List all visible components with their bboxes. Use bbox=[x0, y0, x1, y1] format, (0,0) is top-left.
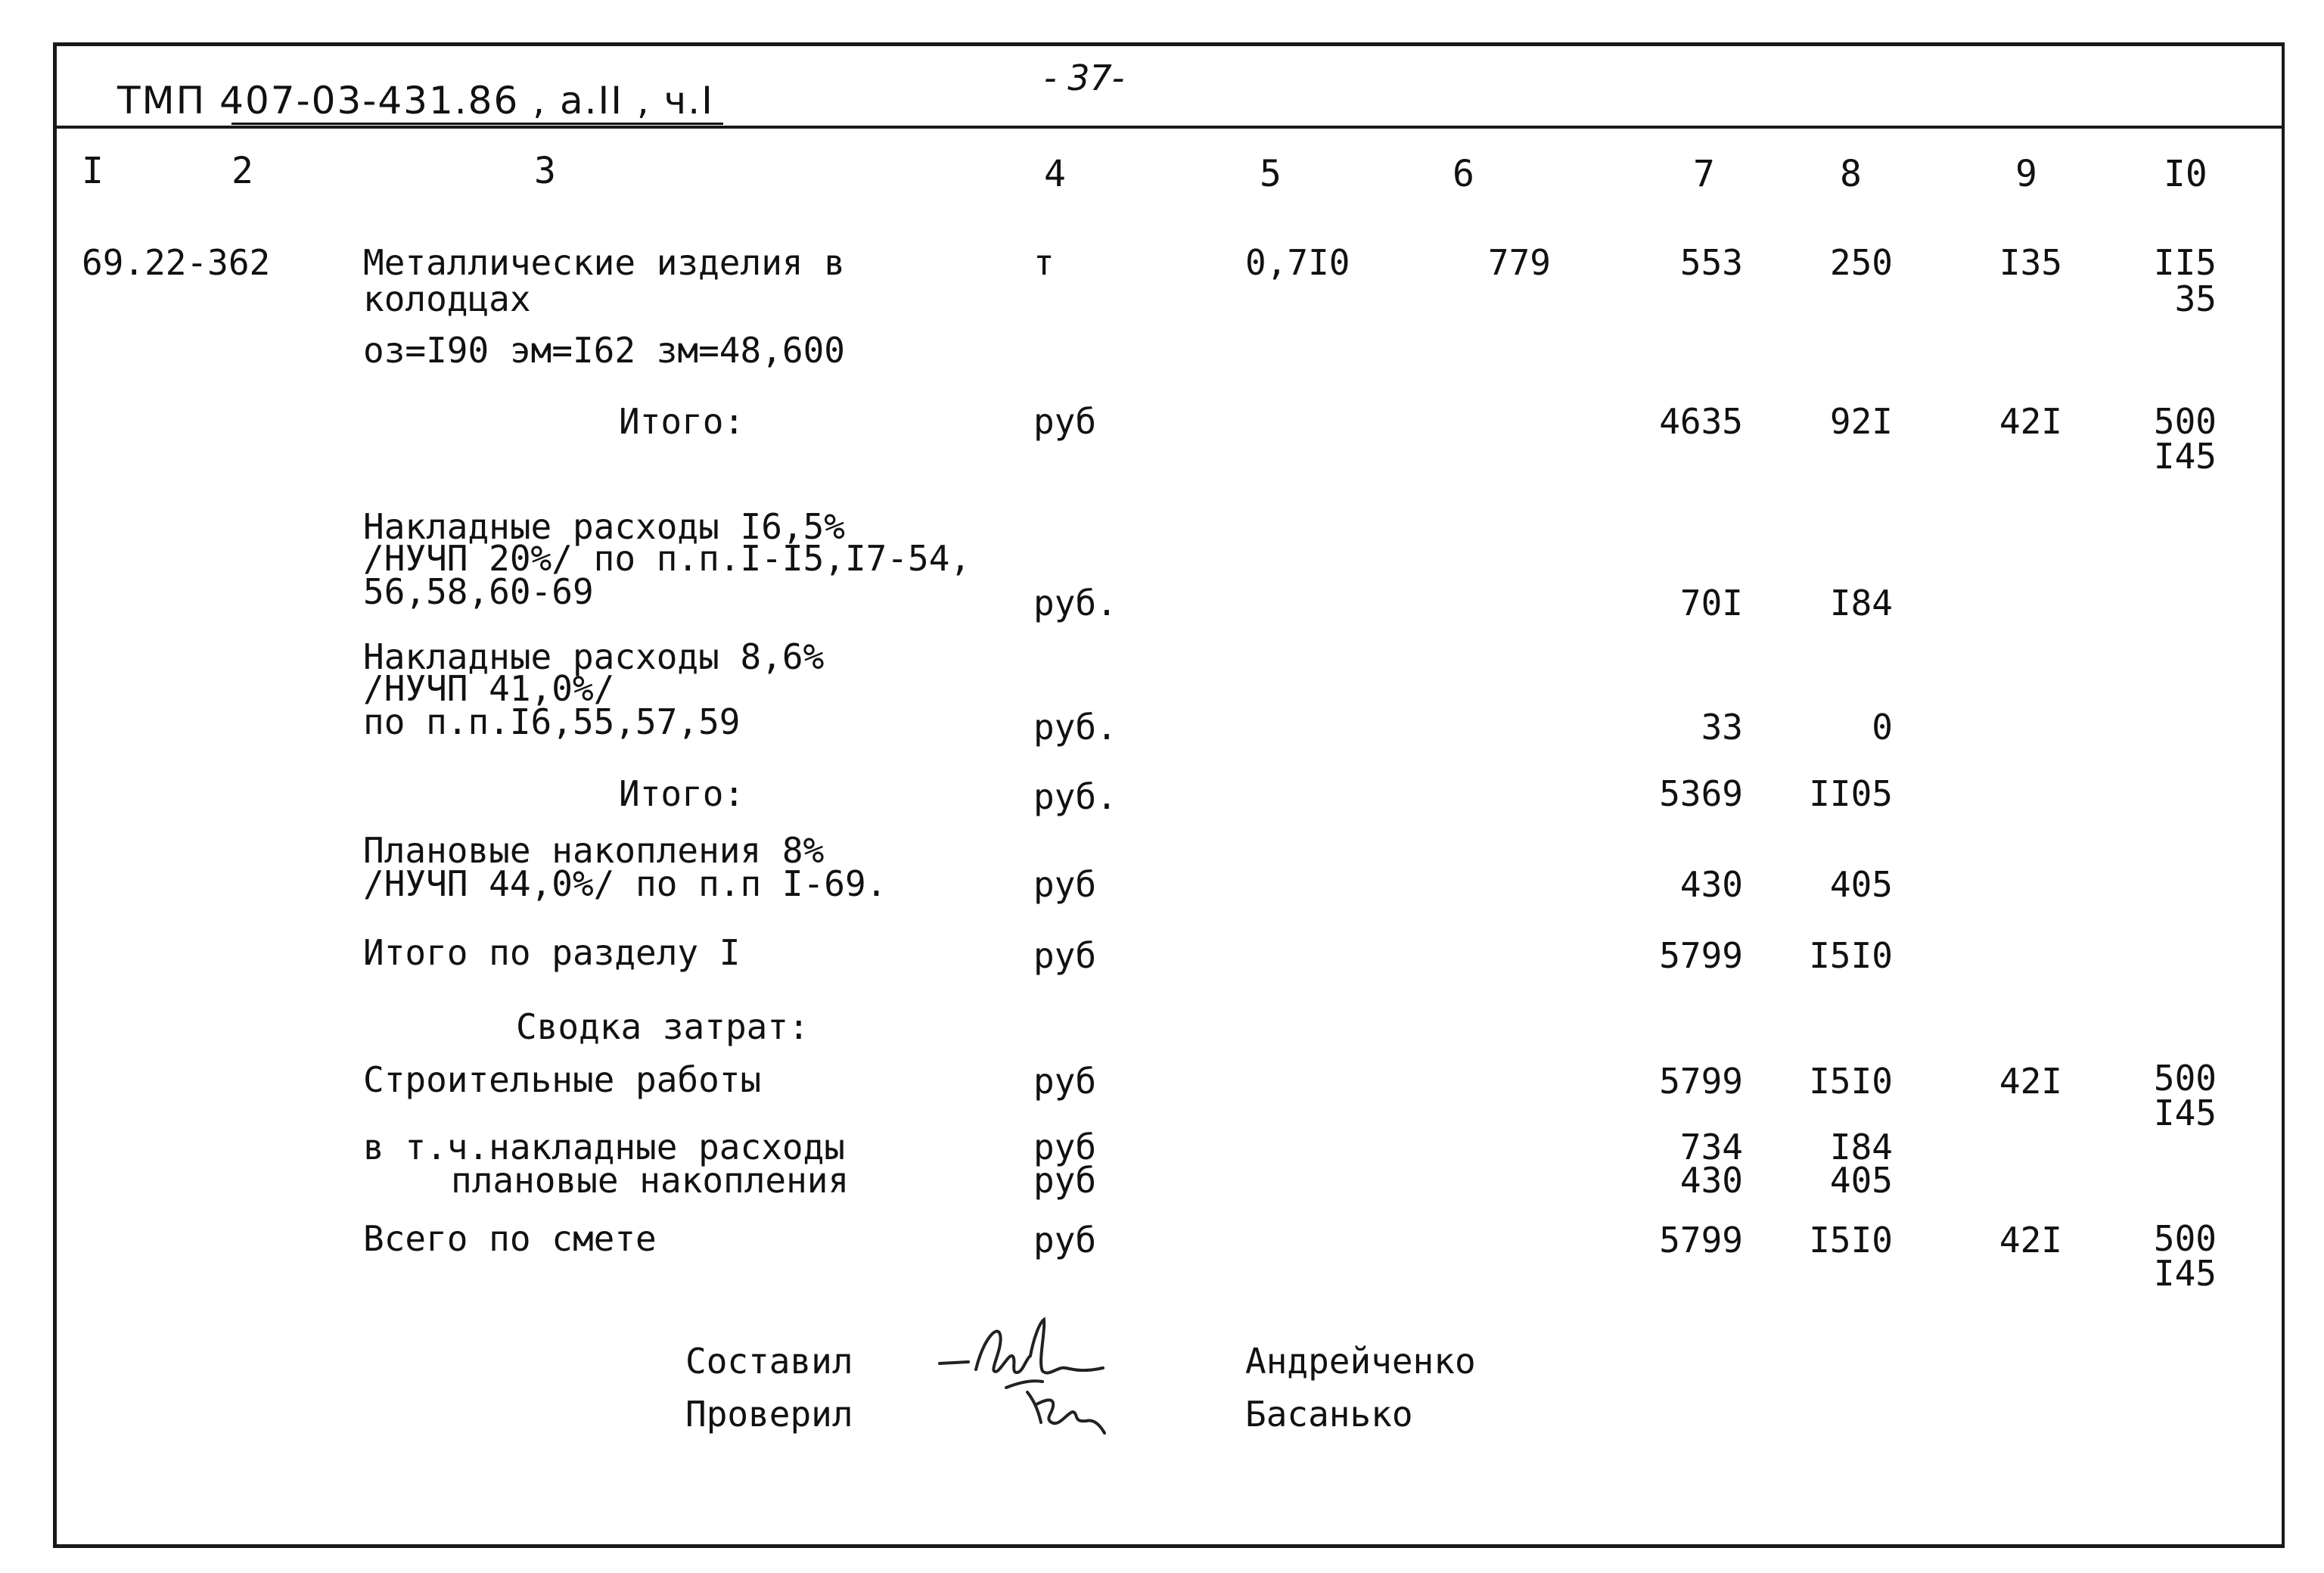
grand-total-col10-top: 500 bbox=[2153, 1218, 2217, 1259]
planned-line2: /НУЧП 44,0%/ по п.п I-69. bbox=[363, 863, 887, 904]
incl-planned-label: плановые накопления bbox=[451, 1160, 850, 1201]
construction-label: Строительные работы bbox=[363, 1059, 762, 1100]
overhead1-unit: руб. bbox=[1033, 583, 1117, 623]
col-number-7: 7 bbox=[1693, 153, 1715, 195]
subtotal-col9: 42I bbox=[1999, 401, 2062, 442]
subtotal2-label: Итого: bbox=[619, 773, 745, 814]
overhead1-line2: /НУЧП 20%/ по п.п.I-I5,I7-54, bbox=[363, 538, 971, 579]
incl-planned-col7: 430 bbox=[1679, 1160, 1743, 1201]
subtotal2-col7: 5369 bbox=[1659, 773, 1743, 814]
item-price: 779 bbox=[1487, 242, 1551, 283]
grand-total-label: Всего по смете bbox=[363, 1218, 657, 1259]
subtotal-col7: 4635 bbox=[1659, 401, 1743, 442]
col-number-6: 6 bbox=[1452, 153, 1474, 195]
grand-total-col10-bottom: I45 bbox=[2153, 1253, 2217, 1294]
overhead2-col8: 0 bbox=[1872, 707, 1893, 748]
section-total-label: Итого по разделу I bbox=[363, 932, 741, 973]
item-code: 69.22-362 bbox=[82, 242, 271, 283]
grand-total-unit: руб bbox=[1033, 1220, 1097, 1261]
construction-col10-top: 500 bbox=[2153, 1058, 2217, 1099]
construction-col8: I5I0 bbox=[1809, 1061, 1893, 1102]
document-code: ТМП 407-03-431.86 , а.II , ч.I bbox=[117, 79, 714, 123]
item-col7: 553 bbox=[1679, 242, 1743, 283]
item-unit: т bbox=[1033, 242, 1055, 283]
incl-overhead-unit: руб bbox=[1033, 1127, 1097, 1167]
subtotal2-unit: руб. bbox=[1033, 776, 1117, 817]
item-col9: I35 bbox=[1999, 242, 2062, 283]
col-number-1: I bbox=[82, 150, 104, 192]
section-total-col8: I5I0 bbox=[1809, 935, 1893, 976]
document-code-underline bbox=[231, 123, 723, 125]
section-total-col7: 5799 bbox=[1659, 935, 1743, 976]
grand-total-col8: I5I0 bbox=[1809, 1220, 1893, 1261]
item-name-line1: Металлические изделия в bbox=[363, 242, 845, 283]
construction-col10-bottom: I45 bbox=[2153, 1093, 2217, 1133]
summary-title: Сводка затрат: bbox=[516, 1006, 809, 1047]
section-total-unit: руб bbox=[1033, 935, 1097, 976]
incl-overhead-col8: I84 bbox=[1829, 1127, 1893, 1167]
overhead1-col7: 70I bbox=[1679, 583, 1743, 623]
col-number-10: I0 bbox=[2164, 153, 2207, 195]
col-number-9: 9 bbox=[2015, 153, 2037, 195]
col-number-8: 8 bbox=[1840, 153, 1862, 195]
overhead1-line1: Накладные расходы I6,5% bbox=[363, 506, 845, 547]
overhead2-line2: /НУЧП 41,0%/ bbox=[363, 668, 615, 709]
planned-col7: 430 bbox=[1679, 864, 1743, 905]
col-number-4: 4 bbox=[1044, 153, 1066, 195]
incl-planned-col8: 405 bbox=[1829, 1160, 1893, 1201]
item-col10-top: II5 bbox=[2153, 242, 2217, 283]
compiled-by-label: Составил bbox=[685, 1341, 853, 1382]
planned-line1: Плановые накопления 8% bbox=[363, 830, 825, 871]
construction-col7: 5799 bbox=[1659, 1061, 1743, 1102]
item-norms: оз=I90 эм=I62 зм=48,600 bbox=[363, 330, 845, 371]
subtotal-unit: руб bbox=[1033, 401, 1097, 442]
subtotal-label: Итого: bbox=[619, 401, 745, 442]
item-name-line2: колодцах bbox=[363, 278, 531, 319]
overhead2-unit: руб. bbox=[1033, 707, 1117, 748]
overhead2-col7: 33 bbox=[1701, 707, 1743, 748]
construction-unit: руб bbox=[1033, 1061, 1097, 1102]
planned-unit: руб bbox=[1033, 864, 1097, 905]
header-divider bbox=[53, 126, 2285, 129]
handwritten-signatures bbox=[938, 1309, 1135, 1453]
compiled-by-name: Андрейченко bbox=[1245, 1341, 1476, 1382]
col-number-3: 3 bbox=[534, 150, 556, 192]
checked-by-name: Басанько bbox=[1245, 1394, 1413, 1435]
col-number-2: 2 bbox=[231, 150, 253, 192]
incl-overhead-label: в т.ч.накладные расходы bbox=[363, 1127, 845, 1167]
planned-col8: 405 bbox=[1829, 864, 1893, 905]
item-col10-bottom: 35 bbox=[2174, 278, 2217, 319]
overhead1-col8: I84 bbox=[1829, 583, 1893, 623]
overhead1-line3: 56,58,60-69 bbox=[363, 571, 594, 612]
grand-total-col7: 5799 bbox=[1659, 1220, 1743, 1261]
subtotal2-col8: II05 bbox=[1809, 773, 1893, 814]
subtotal-col8: 92I bbox=[1829, 401, 1893, 442]
construction-col9: 42I bbox=[1999, 1061, 2062, 1102]
page-number: - 37- bbox=[1044, 58, 1125, 98]
subtotal-col10-top: 500 bbox=[2153, 401, 2217, 442]
overhead2-line1: Накладные расходы 8,6% bbox=[363, 636, 825, 677]
incl-overhead-col7: 734 bbox=[1679, 1127, 1743, 1167]
incl-planned-unit: руб bbox=[1033, 1160, 1097, 1201]
subtotal-col10-bottom: I45 bbox=[2153, 436, 2217, 477]
grand-total-col9: 42I bbox=[1999, 1220, 2062, 1261]
overhead2-line3: по п.п.I6,55,57,59 bbox=[363, 701, 741, 742]
item-quantity: 0,7I0 bbox=[1245, 242, 1350, 283]
checked-by-label: Проверил bbox=[685, 1394, 853, 1435]
item-col8: 250 bbox=[1829, 242, 1893, 283]
col-number-5: 5 bbox=[1260, 153, 1282, 195]
